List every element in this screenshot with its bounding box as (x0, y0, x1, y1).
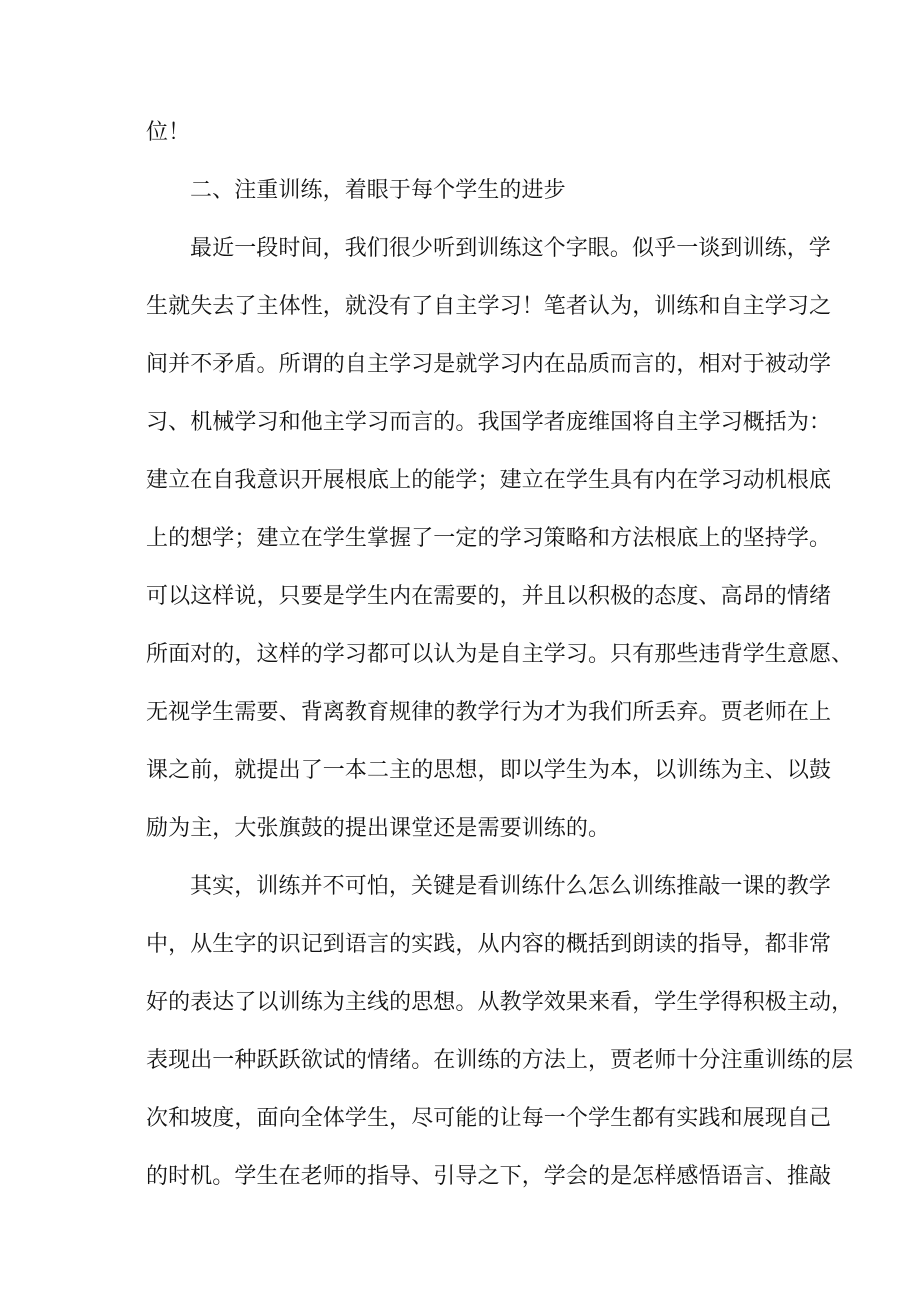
text-line-16: 好的表达了以训练为主线的思想。从教学效果来看，学生学得积极主动， (146, 990, 854, 1015)
text-line-15: 中，从生字的识记到语言的实践，从内容的概括到朗读的指导，都非常 (146, 932, 832, 957)
section-heading: 二、注重训练，着眼于每个学生的进步 (190, 178, 566, 203)
text-line-8: 上的想学；建立在学生掌握了一定的学习策略和方法根底上的坚持学。 (146, 526, 832, 551)
text-line-5: 间并不矛盾。所谓的自主学习是就学习内在品质而言的，相对于被动学 (146, 352, 832, 377)
text-line-18: 次和坡度，面向全体学生，尽可能的让每一个学生都有实践和展现自己 (146, 1106, 832, 1131)
text-line-12: 课之前，就提出了一本二主的思想，即以学生为本，以训练为主、以鼓 (146, 758, 832, 783)
text-line-13: 励为主，大张旗鼓的提出课堂还是需要训练的。 (146, 816, 611, 841)
text-line-19: 的时机。学生在老师的指导、引导之下，学会的是怎样感悟语言、推敲 (146, 1164, 832, 1189)
text-line-9: 可以这样说，只要是学生内在需要的，并且以积极的态度、高昂的情绪 (146, 584, 832, 609)
text-line-4: 生就失去了主体性，就没有了自主学习！笔者认为，训练和自主学习之 (146, 294, 832, 319)
text-line-17: 表现出一种跃跃欲试的情绪。在训练的方法上，贾老师十分注重训练的层 (146, 1048, 854, 1073)
text-line-6: 习、机械学习和他主学习而言的。我国学者庞维国将自主学习概括为： (146, 410, 832, 435)
text-line-14: 其实，训练并不可怕，关键是看训练什么怎么训练推敲一课的教学 (190, 874, 831, 899)
text-line-3: 最近一段时间，我们很少听到训练这个字眼。似乎一谈到训练，学 (190, 236, 831, 261)
text-line-1: 位！ (146, 120, 191, 145)
text-line-7: 建立在自我意识开展根底上的能学；建立在学生具有内在学习动机根底 (146, 468, 832, 493)
text-line-10: 所面对的，这样的学习都可以认为是自主学习。只有那些违背学生意愿、 (146, 642, 854, 667)
text-line-11: 无视学生需要、背离教育规律的教学行为才为我们所丢弃。贾老师在上 (146, 700, 832, 725)
